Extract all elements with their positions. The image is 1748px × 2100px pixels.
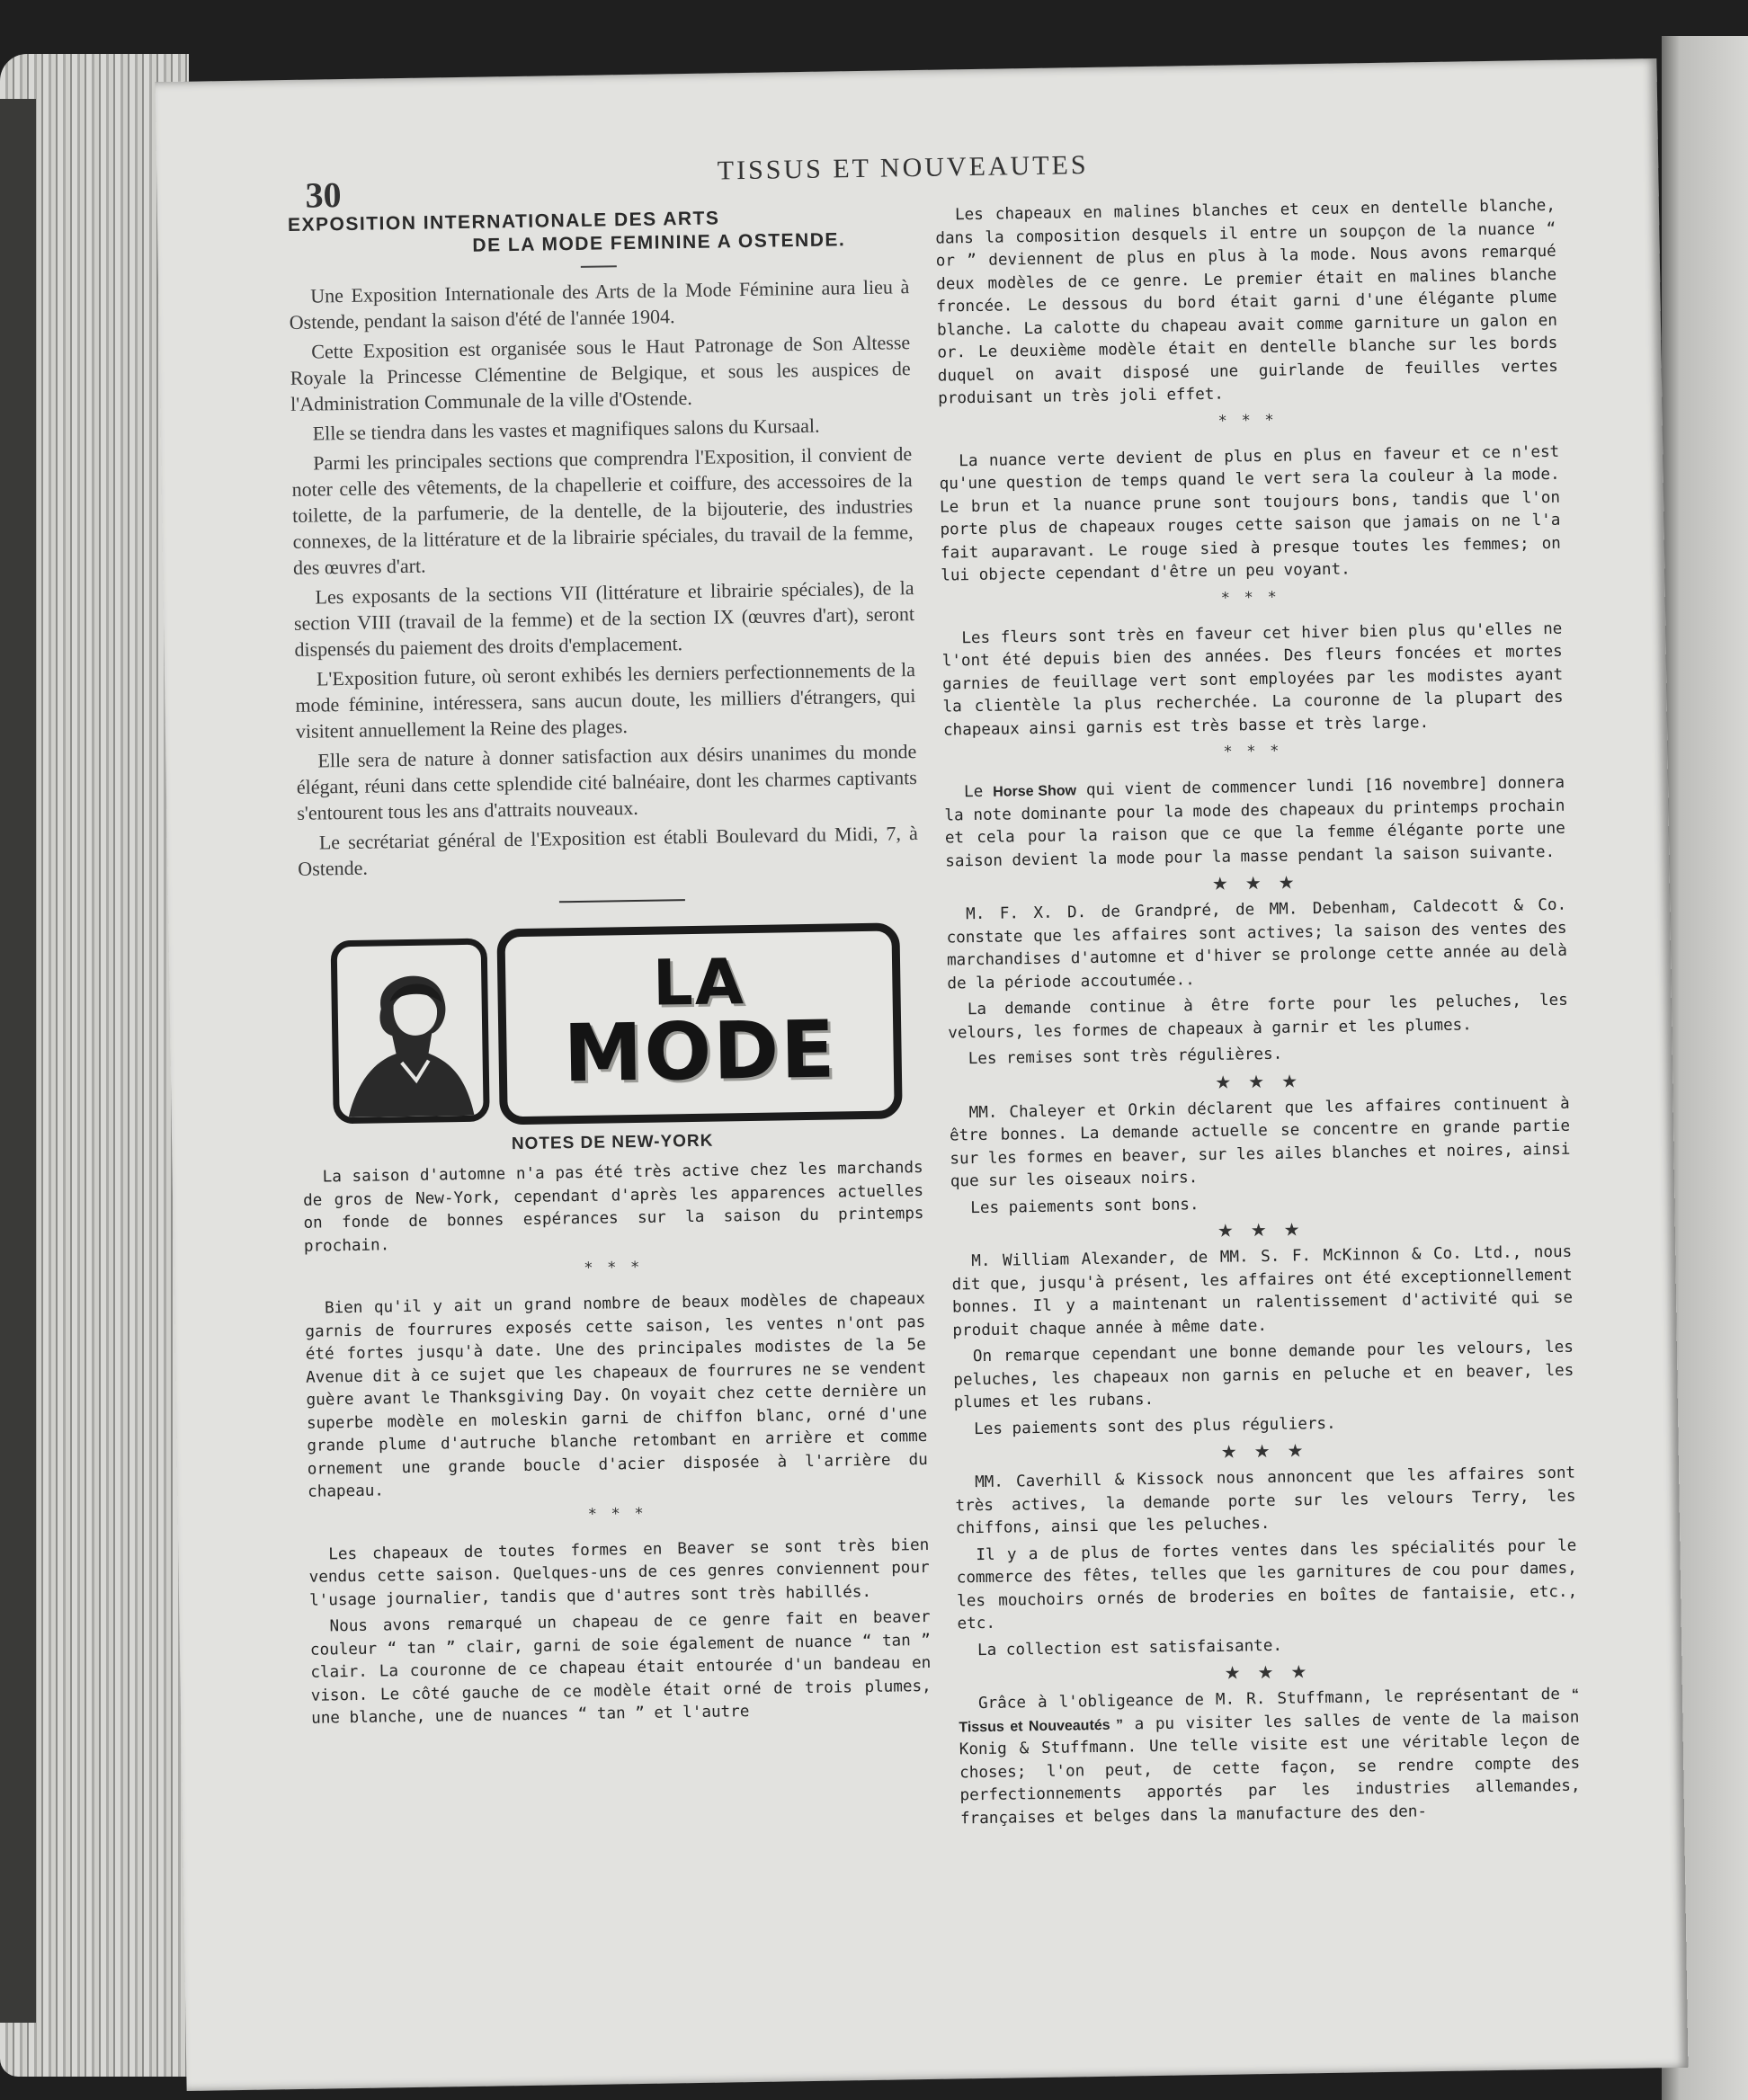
exposition-title-line2: DE LA MODE FEMININE A OSTENDE. [472,229,846,256]
running-head: TISSUS ET NOUVEAUTES [717,149,1089,186]
exposition-paragraph: Parmi les principales sections que comprendra l'Exposition, il convient de noter celle des vêtements, de la chapellerie et coiffure, des accessoires de la toilette, de la parfumerie, de la dentelle, de la bijouterie, des industries connexes, de la littérature et de la librairie spéciales, du travail de la femme, des œuvres d'art. [291,442,914,579]
banner-mode: MODE [562,1002,838,1100]
notes-paragraph: Les chapeaux de toutes formes en Beaver se sont très bien vendus cette saison. Quelques-uns de ces genres conviennent pour l'usage journalier, tandis que d'autres sont très habillés. [308,1535,930,1610]
exposition-paragraph: Le secrétariat général de l'Exposition est établi Boulevard du Midi, 7, à Ostende. [298,822,918,880]
caverhill-paragraph: Il y a de plus de fortes ventes dans les spécialités pour le commerce des fêtes, telles que les garnitures de cou pour dames, les mouchoirs ornés de broderies en boîtes de fantaisie, etc., etc. [956,1536,1578,1633]
exposition-paragraph: Elle sera de nature à donner satisfaction aux désirs unanimes du monde élégant, réuni dans cette splendide cité balnéaire, dont les charmes captivants s'entourent tous les ans d'attraits nouveaux. [296,740,917,824]
horse-show-bold: Horse Show [993,783,1077,800]
book-binding [0,99,36,2023]
caverhill-paragraph: La collection est satisfaisante. [977,1636,1283,1660]
notes-paragraph: Nous avons remarqué un chapeau de ce genre fait en beaver couleur “ tan ” clair, garni de soie également de nuance “ tan ” clair. La couronne de ce chapeau était entourée d'un bandeau en vison. Le côté gauche de ce modèle était orné de trois plumes, une blanche, une de nuances “ tan ” et l'autre [309,1607,932,1728]
exposition-paragraph: Les exposants de la sections VII (littérature et librairie spéciales), de la section VIII (travail de la femme) et de la section IX (œuvres d'art), seront dispensés du paiement des droits d'emplacement. [293,576,915,661]
la-mode-banner [330,922,922,1125]
exposition-paragraph: Une Exposition Internationale des Arts de la Mode Féminine aura lieu à Ostende, pendant la saison d'été de l'année 1904. [289,275,910,334]
exposition-paragraph: L'Exposition future, où seront exhibés les derniers perfectionnements de la mode féminine, intéressera, sans aucun doute, les milliers d'étrangers, qui visitent annuellement la Reine des plages. [295,658,916,743]
banner-la: LA [652,945,746,1020]
la-mode-title-box [496,922,902,1125]
stuffmann-paragraph [959,1684,1581,1831]
notes-paragraph: La saison d'automne n'a pas été très active chez les marchands de gros de New-York, cependant d'après les apparences actuelles on fonde de bonnes espérances sur la saison du printemps prochain. [302,1158,924,1256]
woman-portrait-icon [331,939,490,1125]
page-number: 30 [305,174,342,216]
section-stars-bold: ★ ★ ★ [1220,1439,1309,1463]
stuffmann-bold: “ Tissus et Nouveautés ” [959,1686,1580,1735]
stuffmann-after: a pu visiter les salles de vente de la maison Konig & Stuffmann. Une telle visite est une véritable leçon de choses; l'on peut, de cette façon, se rendre compte des perfectionnements apportés par les industries allemandes, françaises et belges dans la manufacture des den- [959,1708,1581,1828]
horse-show-after: qui vient de commencer lundi [16 novembre] donnera la note dominante pour la mode des chapeaux du printemps prochain et cela pour la raison que ce que la femme élégante porte une saison devient la mode pour la masse pendant la saison suivante. [944,773,1565,871]
caverhill-paragraph: MM. Caverhill & Kissock nous annoncent que les affaires sont très actives, la demande porte sur les velours Terry, les chiffons, ainsi que les peluches. [955,1464,1576,1538]
notes-paragraph: La nuance verte devient de plus en plus en faveur et ce n'est qu'une question de temps quand le vert sera la couleur à la mode. Le brun et la nuance prune sont toujours bons, tandis que l'on porte plus de chapeaux rouges cette saison que jamais on ne l'a fait auparavant. Le rouge sied à presque toutes les femmes; on lui objecte cependant d'être un peu voyant. [939,442,1561,585]
horse-show-before: Le [963,782,994,802]
book-page [156,58,1689,2091]
section-stars: * * * [1221,588,1282,608]
alexander-paragraph: M. William Alexander, de MM. S. F. McKinnon & Co. Ltd., nous dit que, jusqu'à présent, les affaires ont été exceptionnellement bonnes. Il y a maintenant un ralentissement d'activité qui se produit chaque année à même date. [951,1242,1574,1339]
section-stars-bold: ★ ★ ★ [1215,1069,1304,1093]
section-stars-bold: ★ ★ ★ [1224,1660,1313,1684]
section-stars-bold: ★ ★ ★ [1211,871,1300,894]
section-stars: * * * [1218,411,1279,431]
exposition-title-line1: EXPOSITION INTERNATIONALE DES ARTS [287,208,720,236]
alexander-paragraph: Les paiements sont des plus réguliers. [974,1414,1336,1438]
notes-title: NOTES DE NEW-YORK [511,1131,714,1154]
exposition-paragraph: Cette Exposition est organisée sous le Haut Patronage de Son Altesse Royale la Princesse Clémentine de Belgique, et sous les auspices de l'Administration Communale de la ville d'Ostende. [290,331,911,415]
alexander-paragraph: On remarque cependant une bonne demande pour les velours, les peluches, les chapeaux non garnis en peluche et en beaver, les plumes et les rubans. [953,1338,1574,1412]
title-divider [581,265,617,268]
section-stars: * * * [588,1504,648,1524]
chaleyer-paragraph: MM. Chaleyer et Orkin déclarent que les affaires continuent à être bonnes. La demande actuelle se concentre en grande partie sur les formes en beaver, sur les ailes blanches et noires, ainsi que sur les oiseaux noirs. [949,1094,1571,1191]
left-column [288,205,932,1734]
notes-paragraph: Les chapeaux en malines blanches et ceux en dentelle blanche, dans la composition desquels il entre un soupçon de la nuance “ or ” deviennent de plus en plus à la mode. Nous avons remarqué deux modèles de ce genre. Le premier était en malines blanche froncée. Le dessous du bord était garni d'une élégante plume blanche. La calotte du chapeau avait comme garniture un galon en or. Le deuxième modèle était en dentelle blanche sur les bords duquel on avait disposé une guirlande de feuilles vertes produisant un très joli effet. [935,196,1558,408]
chaleyer-paragraph: Les paiements sont bons. [970,1195,1200,1217]
section-stars: * * * [1224,742,1284,761]
notes-paragraph: Bien qu'il y ait un grand nombre de beaux modèles de chapeaux garnis de fourrures exposés cette saison, les ventes n'ont pas été fortes jusqu'à date. Une des principales modistes de la 5e Avenue dit à ce sujet que les chapeaux de fourrures ne se vendent guère avant le Thanksgiving Day. On voyait chez cette dernière un superbe modèle en moleskin garni de chiffon blanc, orné d'une grande plume d'autruche blanche retombant en arrière et comme ornement une grande boucle d'acier disposée à l'arrière du chapeau. [305,1289,928,1501]
grandpre-paragraph: Les remises sont très régulières. [968,1045,1283,1069]
right-column [935,195,1581,1835]
notes-paragraph: Les fleurs sont très en faveur cet hiver bien plus qu'elles ne l'ont été depuis bien des années. Des fleurs foncées et mortes garnies de feuillage vert sont employées par les modistes ayant la clientèle la plus recherchée. La couronne de la plupart des chapeaux ainsi garnis est très basse et très large. [941,619,1564,740]
exposition-paragraph: Elle se tiendra dans les vastes et magnifiques salons du Kursaal. [312,414,820,445]
stuffmann-before: Grâce à l'obligeance de M. R. Stuffmann, le représentant de [977,1685,1573,1713]
section-stars-bold: ★ ★ ★ [1217,1218,1306,1241]
horse-show-paragraph [944,772,1566,874]
grandpre-paragraph: M. F. X. D. de Grandpré, de MM. Debenham, Caldecott & Co. constate que les affaires sont actives; la saison des ventes des marchandises d'automne et d'hiver se prolonge cette année au delà de la période accoutumée.. [946,895,1568,993]
grandpre-paragraph: La demande continue à être forte pour les peluches, les velours, les formes de chapeaux à garnir et les plumes. [948,991,1568,1043]
section-divider [559,899,685,903]
section-stars: * * * [584,1258,645,1277]
